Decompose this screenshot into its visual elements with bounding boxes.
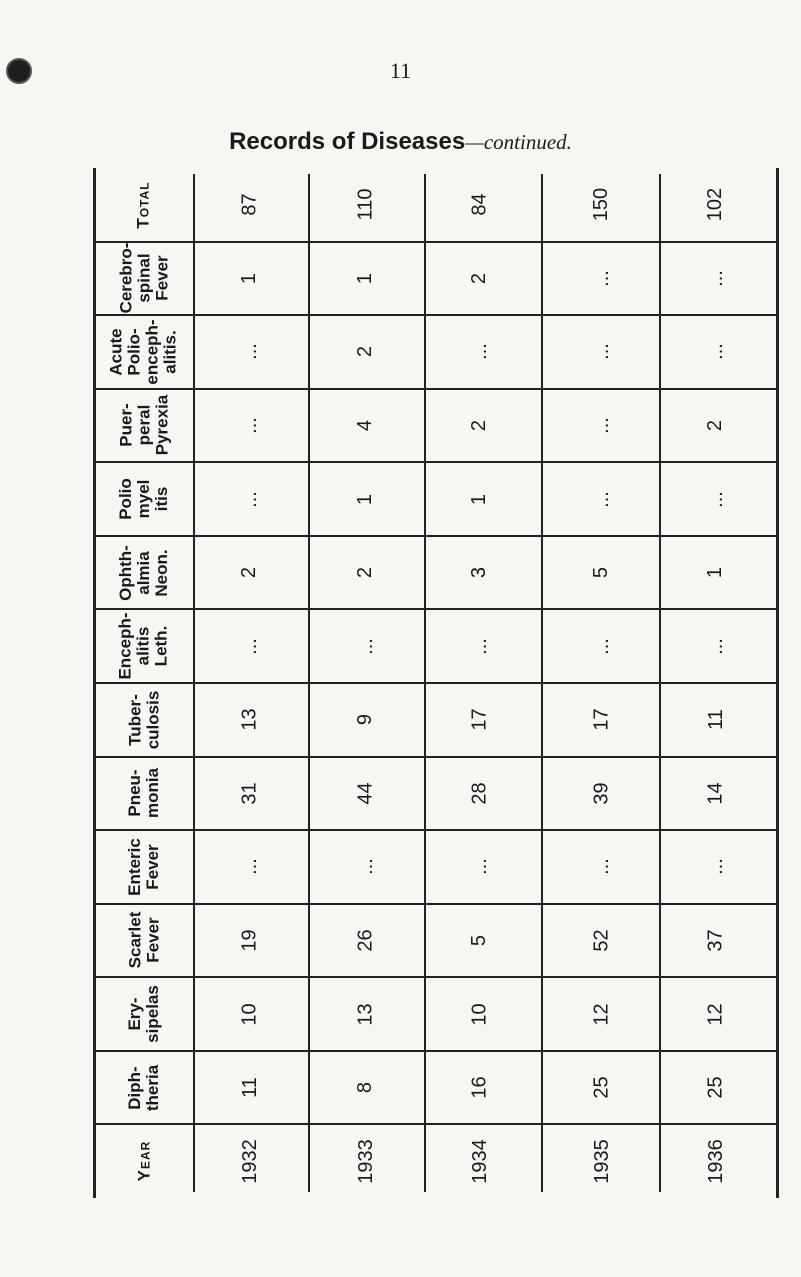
row-label-line: Fever <box>142 917 162 964</box>
table-row <box>93 904 779 978</box>
table-row <box>93 757 779 831</box>
table-cell <box>427 168 533 242</box>
table-cell <box>313 536 419 610</box>
row-label-line: myel <box>134 479 153 519</box>
cell-value: 1 <box>354 493 377 505</box>
cell-value: 1 <box>704 567 727 579</box>
cell-value: 17 <box>468 708 491 731</box>
table-cell <box>427 389 533 463</box>
cell-value: 11 <box>704 709 727 731</box>
table-cell <box>313 462 419 536</box>
cell-value: 5 <box>590 567 613 579</box>
table-row <box>93 683 779 757</box>
row-label-line: itis <box>152 486 171 512</box>
cell-value: 1 <box>468 493 491 505</box>
cell-value: ... <box>468 637 491 655</box>
table-cell <box>197 830 303 904</box>
table-cell <box>549 683 655 757</box>
cell-value: ... <box>354 637 377 655</box>
row-label-line: monia <box>143 768 162 819</box>
row-label-text <box>117 613 171 680</box>
row-label <box>97 462 191 536</box>
table-cell <box>549 462 655 536</box>
cell-value: 9 <box>354 714 377 726</box>
row-label-line: Cerebro- <box>115 242 135 314</box>
row-label-line: sipelas <box>143 985 162 1043</box>
table-cell <box>549 757 655 831</box>
table-cell <box>197 462 303 536</box>
row-label-line: Pneu- <box>125 769 144 817</box>
page-number: 11 <box>389 58 412 83</box>
table-cell <box>549 830 655 904</box>
table-row <box>93 1124 779 1198</box>
table-cell <box>313 1051 419 1125</box>
row-label-line: Year <box>134 1140 153 1182</box>
cell-value: ... <box>238 343 261 361</box>
row-label-line: Ophth- <box>115 544 135 601</box>
cell-value: 13 <box>354 1002 377 1026</box>
row-label <box>97 757 191 831</box>
table-cell <box>663 462 769 536</box>
cell-value: 11 <box>238 1077 261 1099</box>
cell-value: 2 <box>238 567 261 579</box>
cell-value: 17 <box>590 708 613 731</box>
table-row <box>93 315 779 389</box>
cell-value: 12 <box>704 1002 727 1026</box>
table-cell <box>427 315 533 389</box>
table-cell <box>549 536 655 610</box>
table-cell <box>313 609 419 683</box>
cell-value: 25 <box>704 1076 727 1099</box>
table-cell <box>663 683 769 757</box>
cell-value: 28 <box>468 782 491 805</box>
table-row <box>93 1051 779 1125</box>
table-cell <box>663 242 769 316</box>
table-cell <box>197 168 303 242</box>
row-label-line: Leth. <box>152 625 171 667</box>
row-label-text <box>126 838 162 896</box>
row-label <box>97 168 191 242</box>
table-cell <box>427 757 533 831</box>
row-label-line: alitis. <box>161 330 180 374</box>
table-cell <box>197 977 303 1051</box>
table-cell <box>549 977 655 1051</box>
cell-value: ... <box>704 637 727 655</box>
page-title <box>0 128 801 156</box>
cell-value: ... <box>590 343 613 361</box>
row-label <box>97 389 191 463</box>
table-cell <box>313 904 419 978</box>
table-cell <box>663 977 769 1051</box>
table-cell <box>313 830 419 904</box>
row-label-line: almia <box>133 550 153 595</box>
row-label-line: Puer- <box>116 403 135 448</box>
row-label-text <box>117 395 171 456</box>
table-cell <box>427 609 533 683</box>
cell-value: 1932 <box>238 1138 261 1184</box>
table-cell <box>663 757 769 831</box>
table-cell <box>313 168 419 242</box>
table-cell <box>197 757 303 831</box>
table-cell <box>197 683 303 757</box>
table-cell <box>313 683 419 757</box>
table-row <box>93 462 779 536</box>
cell-value: 14 <box>704 782 727 805</box>
cell-value: 44 <box>354 782 377 805</box>
table-row <box>93 242 779 316</box>
row-label-line: Polio <box>116 478 135 520</box>
cell-value: 2 <box>468 419 491 432</box>
table-cell <box>549 315 655 389</box>
cell-value: ... <box>590 490 613 508</box>
row-label-line: Tuber- <box>125 693 144 746</box>
cell-value: ... <box>590 270 613 287</box>
table-cell <box>313 757 419 831</box>
row-label-line: theria <box>142 1064 162 1111</box>
cell-value: 1935 <box>590 1138 613 1184</box>
cell-value: ... <box>590 858 613 876</box>
table-cell <box>197 315 303 389</box>
row-label-line: peral <box>134 405 153 446</box>
row-label <box>97 830 191 904</box>
cell-value: 16 <box>468 1076 491 1099</box>
table-cell <box>427 536 533 610</box>
cell-value: 10 <box>238 1002 261 1026</box>
table-cell <box>663 609 769 683</box>
cell-value: ... <box>238 858 261 876</box>
cell-value: 2 <box>354 346 377 358</box>
row-label-text <box>117 243 171 314</box>
table-cell <box>663 904 769 978</box>
cell-value: 84 <box>468 193 491 216</box>
cell-value: 2 <box>704 419 727 432</box>
table-cell <box>663 1124 769 1198</box>
row-label-line: Diph- <box>124 1065 144 1110</box>
table-cell <box>427 1051 533 1125</box>
cell-value: 1936 <box>704 1138 727 1184</box>
table-cell <box>549 242 655 316</box>
cell-value: 102 <box>704 188 727 222</box>
table-cell <box>549 168 655 242</box>
row-label-text <box>135 1141 153 1182</box>
table-cell <box>313 242 419 316</box>
table-cell <box>427 462 533 536</box>
cell-value: ... <box>704 343 727 361</box>
row-label-line: Scarlet <box>124 912 144 969</box>
cell-value: 52 <box>590 929 613 952</box>
table-cell <box>663 315 769 389</box>
cell-value: 1 <box>354 272 377 284</box>
row-label-line: Polio- <box>125 328 144 376</box>
row-label <box>97 683 191 757</box>
cell-value: 25 <box>590 1076 613 1099</box>
cell-value: 2 <box>468 272 491 284</box>
row-label-line: alitis <box>134 626 153 666</box>
row-label-text <box>135 181 153 228</box>
table-row <box>93 536 779 610</box>
row-label-text <box>117 545 171 601</box>
row-label-line: spinal <box>133 253 153 303</box>
table-cell <box>197 609 303 683</box>
table-cell <box>427 977 533 1051</box>
table-row <box>93 609 779 683</box>
row-label <box>97 315 191 389</box>
table-cell <box>549 1051 655 1125</box>
row-label <box>97 242 191 316</box>
cell-value: ... <box>468 858 491 876</box>
table-row <box>93 977 779 1051</box>
row-label-text <box>126 985 162 1043</box>
row-label-line: Enceph- <box>116 612 135 680</box>
cell-value: 39 <box>590 782 613 805</box>
table-cell <box>427 242 533 316</box>
table-cell <box>549 904 655 978</box>
row-label-text <box>117 478 171 520</box>
cell-value: 1934 <box>468 1138 491 1184</box>
cell-value: 110 <box>354 188 377 221</box>
cell-value: 19 <box>238 929 261 952</box>
cell-value: 1933 <box>354 1138 377 1184</box>
cell-value: 37 <box>704 929 727 952</box>
row-label-line: Neon. <box>151 549 171 597</box>
row-label-line: Fever <box>151 255 171 302</box>
row-label-line: enceph- <box>143 319 162 385</box>
row-label-line: Ery- <box>125 997 144 1031</box>
cell-value: 4 <box>354 419 377 432</box>
row-label-line: culosis <box>143 690 162 750</box>
table-cell <box>549 389 655 463</box>
table-cell <box>313 977 419 1051</box>
table-cell <box>663 389 769 463</box>
title-main: Records of Diseases <box>229 128 466 155</box>
table-cell <box>427 904 533 978</box>
cell-value: 5 <box>468 934 491 947</box>
table-cell <box>197 536 303 610</box>
table-cell <box>427 683 533 757</box>
row-label <box>97 977 191 1051</box>
cell-value: 31 <box>238 782 261 805</box>
row-label-text <box>108 319 180 384</box>
cell-value: 26 <box>354 929 377 952</box>
row-label-text <box>126 1064 162 1110</box>
table-cell <box>197 242 303 316</box>
cell-value: ... <box>590 637 613 655</box>
cell-value: ... <box>238 490 261 508</box>
cell-value: 3 <box>468 567 491 579</box>
disease-records-table <box>93 168 783 1198</box>
cell-value: ... <box>704 270 727 287</box>
table-cell <box>549 1124 655 1198</box>
cell-value: ... <box>238 637 261 655</box>
cell-value: ... <box>468 343 491 361</box>
cell-value: 150 <box>590 188 613 222</box>
row-label-line: Pyrexia <box>152 395 171 456</box>
table-cell <box>549 609 655 683</box>
cell-value: 13 <box>238 708 261 731</box>
cell-value: 87 <box>238 193 261 216</box>
cell-value: 8 <box>354 1082 377 1094</box>
row-label <box>97 904 191 978</box>
cell-value: 10 <box>468 1002 491 1026</box>
table-cell <box>313 315 419 389</box>
cell-value: ... <box>590 417 613 434</box>
row-label <box>97 536 191 610</box>
row-label <box>97 609 191 683</box>
title-suffix: —continued. <box>465 130 572 154</box>
row-label <box>97 1051 191 1125</box>
table-row <box>93 830 779 904</box>
row-label-line: Acute <box>107 328 126 376</box>
row-label-text <box>126 912 162 969</box>
table-cell <box>197 1051 303 1125</box>
row-label-line: Fever <box>142 844 162 890</box>
cell-value: ... <box>704 490 727 508</box>
cell-value: ... <box>354 858 377 876</box>
table-cell <box>663 536 769 610</box>
row-label-line: Total <box>134 181 153 229</box>
row-label <box>97 1124 191 1198</box>
table-cell <box>197 904 303 978</box>
table-cell <box>663 168 769 242</box>
table-cell <box>313 389 419 463</box>
cell-value: ... <box>704 858 727 876</box>
table-row <box>93 168 779 242</box>
cell-value: 12 <box>590 1002 613 1026</box>
cell-value: ... <box>238 417 261 434</box>
table-cell <box>197 1124 303 1198</box>
table-cell <box>663 830 769 904</box>
table-cell <box>313 1124 419 1198</box>
table-row <box>93 389 779 463</box>
row-label-line: Enteric <box>124 838 144 896</box>
table-cell <box>197 389 303 463</box>
table-cell <box>427 830 533 904</box>
cell-value: 2 <box>354 567 377 579</box>
row-label-text <box>126 768 162 818</box>
table-cell <box>427 1124 533 1198</box>
row-label-text <box>126 690 162 749</box>
table-cell <box>663 1051 769 1125</box>
cell-value: 1 <box>238 272 261 284</box>
